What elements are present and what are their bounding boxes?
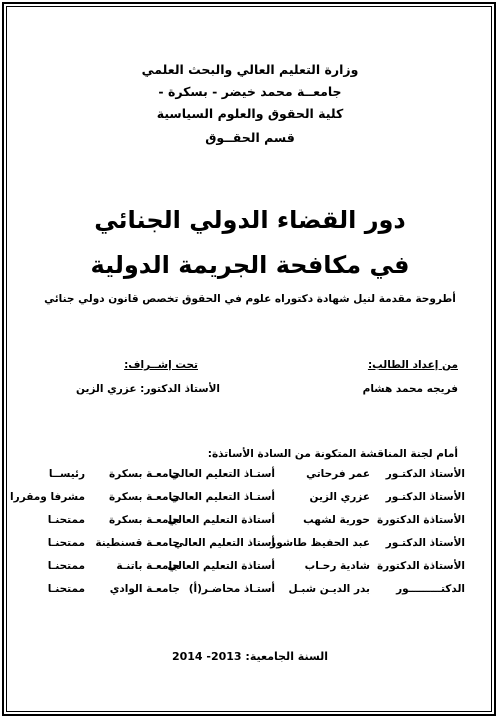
- supervisor-name: الأستاذ الدكتور: عزري الزين: [76, 383, 220, 395]
- member-name: حورية لشهب: [303, 514, 370, 526]
- thesis-title-line1: دور القضاء الدولي الجنائي: [94, 206, 406, 234]
- committee-member-row: [30, 537, 465, 553]
- student-label: من إعداد الطالب:: [367, 359, 458, 371]
- academic-year: السنة الجامعية: 2013- 2014: [171, 650, 329, 663]
- member-title: الأستاذة الدكتورة: [376, 560, 465, 572]
- member-rank: أستاذة التعليم العالي: [167, 514, 275, 526]
- member-role: مشرفا ومقررا: [10, 491, 85, 503]
- faculty-line: كلية الحقوق والعلوم السياسية: [156, 106, 344, 121]
- department-line: قسم الحقــوق: [205, 130, 295, 145]
- member-university: جامعـة قسنطينة: [95, 537, 180, 549]
- committee-member-row: [30, 583, 465, 599]
- ministry-line: وزارة التعليم العالي والبحث العلمي: [141, 62, 359, 77]
- member-name: عمر فرحاتي: [306, 468, 370, 480]
- member-university: جامعـة بسكرة: [108, 468, 180, 480]
- member-university: جامعـة بسكرة: [108, 514, 180, 526]
- committee-heading: أمام لجنة المناقشة المتكونة من السادة الأساتذة:: [207, 448, 458, 460]
- member-role: ممتحنـا: [47, 537, 85, 549]
- member-title: الأستاذ الدكتـور: [385, 468, 465, 480]
- committee-member-row: [30, 514, 465, 530]
- member-rank: أستـاذ التعليم العالي: [170, 468, 275, 480]
- committee-member-row: [30, 468, 465, 484]
- member-role: ممتحنـا: [47, 560, 85, 572]
- thesis-subtitle: أطروحة مقدمة لنيل شهادة دكتوراه علوم في الحقوق تخصص قانون دولي جنائي: [44, 293, 456, 305]
- member-role: ممتحنـا: [47, 583, 85, 595]
- member-name: شادية رحـاب: [304, 560, 370, 572]
- member-title: الدكتـــــــــور: [396, 583, 465, 595]
- member-rank: أستاذة التعليم العالي: [167, 560, 275, 572]
- member-name: بدر الديـن شبـل: [288, 583, 370, 595]
- member-title: الأستاذ الدكتـور: [385, 491, 465, 503]
- member-role: رئيســا: [48, 468, 85, 480]
- thesis-title-line2: في مكافحة الجريمة الدولية: [90, 251, 410, 279]
- committee-member-row: [30, 560, 465, 576]
- member-title: الأستاذة الدكتورة: [376, 514, 465, 526]
- member-name: عبد الحفيظ طاشور: [270, 537, 370, 549]
- committee-member-row: [10, 491, 465, 507]
- member-rank: أستـاذ محاضـر(أ): [188, 583, 275, 595]
- member-university: جامعـة باتنـة: [116, 560, 180, 572]
- member-rank: أستـاذ التعليم العالي: [170, 491, 275, 503]
- member-university: جامعـة الوادي: [109, 583, 180, 595]
- student-name: فريجه محمد هشام: [362, 383, 458, 395]
- member-role: ممتحنـا: [47, 514, 85, 526]
- member-rank: أستاذ التعليم العالي: [173, 537, 275, 549]
- university-line: جامعــة محمد خيضر - بسكرة -: [158, 84, 342, 99]
- member-title: الأستاذ الدكتـور: [385, 537, 465, 549]
- member-name: عزري الزين: [309, 491, 370, 503]
- member-university: جامعـة بسكرة: [108, 491, 180, 503]
- supervisor-label: تحت إشــراف:: [124, 359, 198, 371]
